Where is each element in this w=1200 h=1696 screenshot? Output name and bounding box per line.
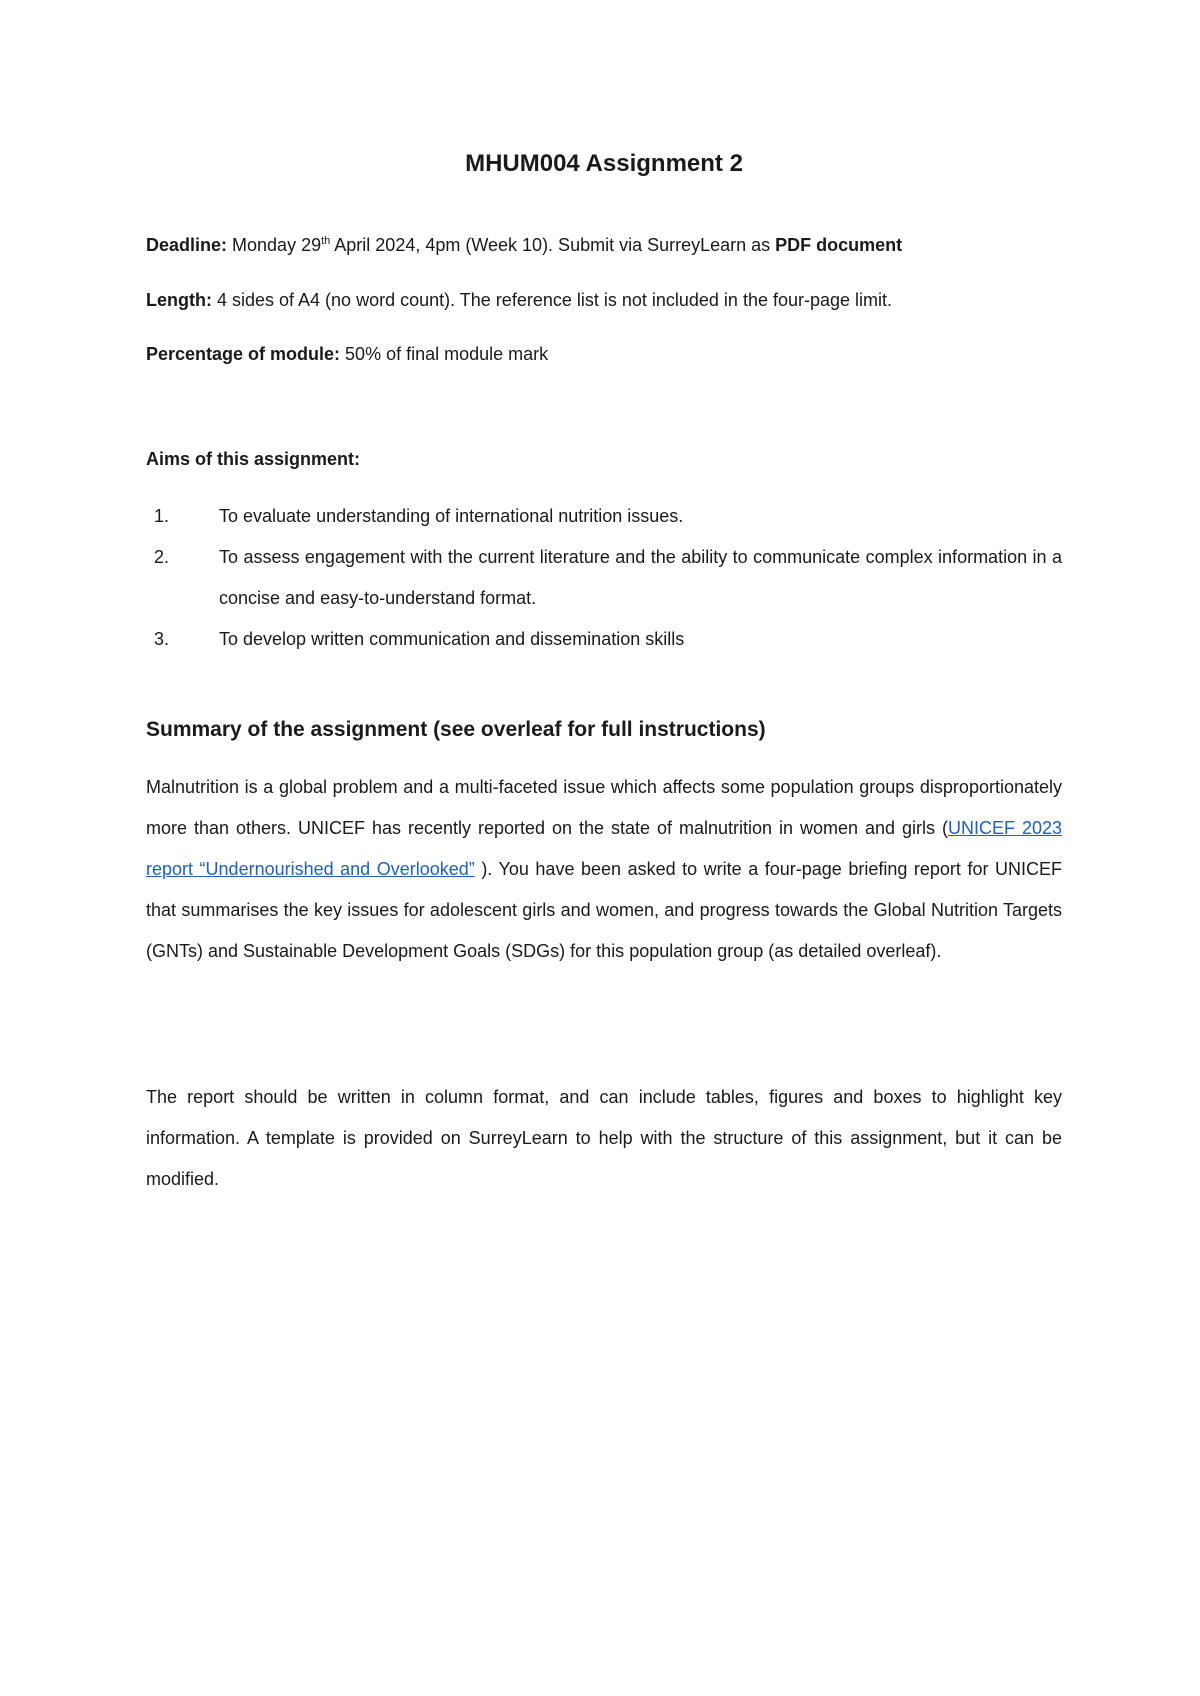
summary-paragraph-1 bbox=[146, 767, 1062, 972]
unicef-report-link[interactable]: UNICEF 2023 report “Undernourished and Overlooked” bbox=[146, 818, 1062, 879]
percentage-label: Percentage of module: bbox=[146, 344, 341, 364]
summary-paragraph-2: The report should be written in column format, and can include tables, figures and boxes to highlight key information. A template is provided on SurreyLearn to help with the structure of this assignment, but it can be modified. bbox=[146, 1087, 1062, 1189]
aim-text: To assess engagement with the current literature and the ability to communicate complex information in a concise and easy-to-understand format. bbox=[219, 547, 1062, 608]
deadline-line bbox=[146, 232, 1062, 258]
summary-text-2: ). You have been asked to write a four-page briefing report for UNICEF that summarises the key issues for adolescent girls and women, and progress towards the Global Nutrition Targets (GNTs) and Sustainable Development Goals (SDGs) for this population group (as detailed overleaf). bbox=[146, 859, 1062, 961]
deadline-label: Deadline: bbox=[146, 235, 228, 255]
document-title: MHUM004 Assignment 2 bbox=[465, 150, 743, 177]
aim-text: To evaluate understanding of international nutrition issues. bbox=[219, 506, 684, 526]
aim-item bbox=[146, 537, 1062, 619]
percentage-line bbox=[146, 341, 1062, 367]
aim-number: 2. bbox=[154, 547, 170, 567]
aims-heading: Aims of this assignment: bbox=[146, 449, 361, 469]
aims-list bbox=[146, 496, 1062, 660]
aim-item bbox=[146, 496, 1062, 537]
deadline-text-2: April 2024, 4pm (Week 10). Submit via SurreyLearn as bbox=[330, 235, 776, 255]
aim-number: 1. bbox=[154, 506, 170, 526]
summary-text-1: Malnutrition is a global problem and a multi-faceted issue which affects some population groups disproportionately more than others. UNICEF has recently reported on the state of malnutrition in women and girls ( bbox=[146, 777, 1062, 838]
deadline-format: PDF document bbox=[775, 235, 903, 255]
aim-text: To develop written communication and dissemination skills bbox=[219, 629, 685, 649]
aim-number: 3. bbox=[154, 629, 170, 649]
length-line bbox=[146, 287, 1062, 313]
length-label: Length: bbox=[146, 290, 212, 310]
length-text: 4 sides of A4 (no word count). The reference list is not included in the four-page limit. bbox=[211, 290, 893, 310]
percentage-text: 50% of final module mark bbox=[340, 344, 549, 364]
summary-heading: Summary of the assignment (see overleaf for full instructions) bbox=[146, 718, 766, 741]
deadline-ordinal: th bbox=[321, 235, 331, 247]
deadline-text-1: Monday 29 bbox=[227, 235, 322, 255]
aim-item bbox=[146, 619, 1062, 660]
